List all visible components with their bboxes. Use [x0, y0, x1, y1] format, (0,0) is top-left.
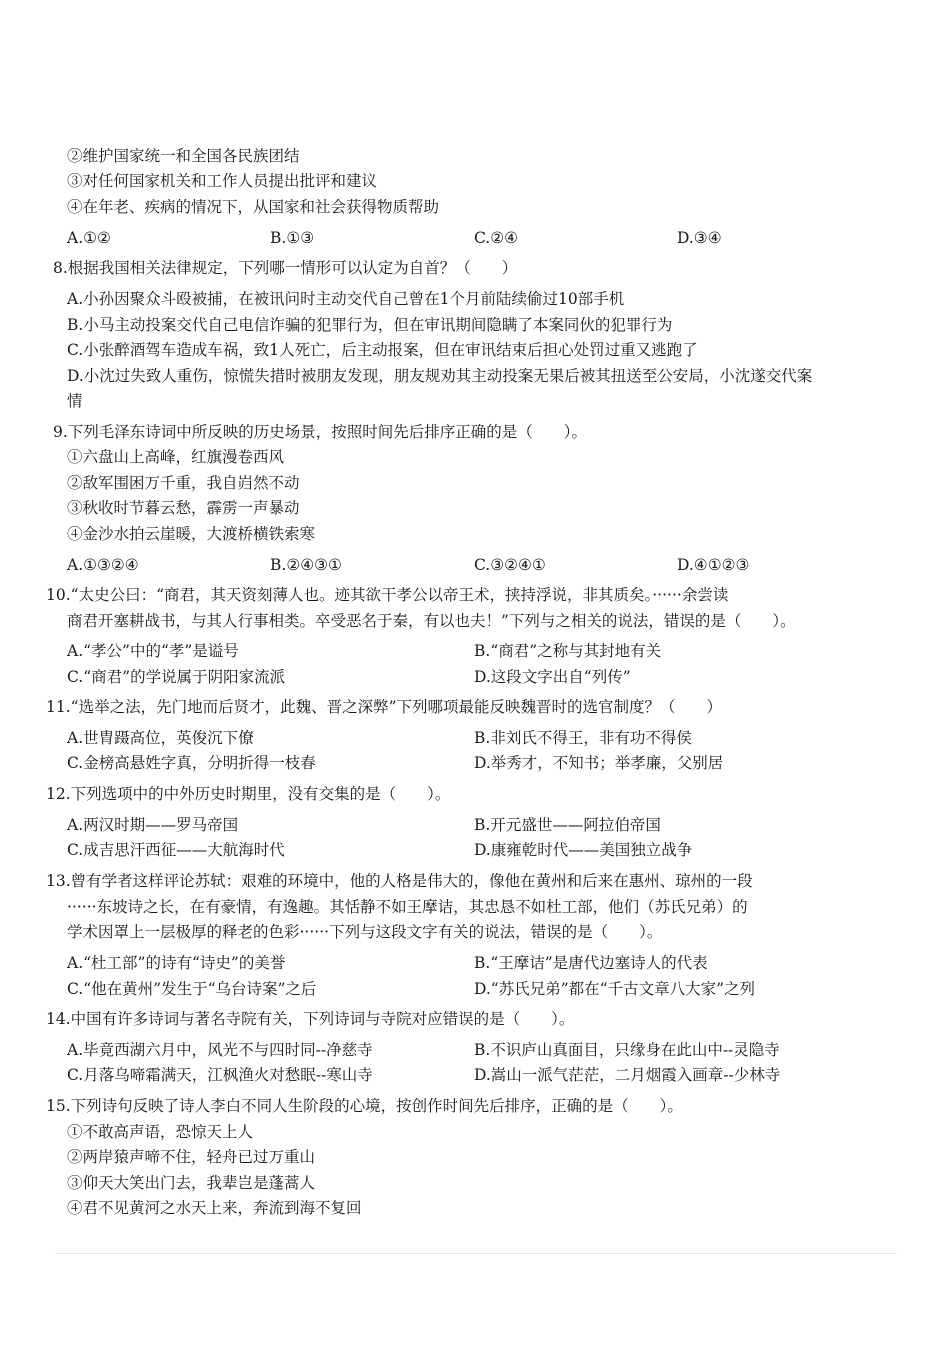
- q11-option-a: A.世胄蹑高位，英俊沉下僚: [67, 729, 254, 747]
- q11-stem: 11.“选举之法，先门地而后贤才，此魏、晋之深弊”下列哪项最能反映魏晋时的选官制度？（ ）: [46, 698, 723, 716]
- q10-option-a: A.“孝公”中的“孝”是谥号: [67, 642, 239, 660]
- q14-option-c: C.月落乌啼霜满天，江枫渔火对愁眠--寒山寺: [67, 1066, 373, 1084]
- q8-option-c: C.小张醉酒驾车造成车祸，致1人死亡，后主动报案，但在审讯结束后担心处罚过重又逃跑了: [67, 341, 698, 359]
- footer-divider: [55, 1253, 897, 1254]
- q13-option-d: D.“苏氏兄弟”都在“千古文章八大家”之列: [474, 980, 755, 998]
- q9-option-c: C.③②④①: [474, 556, 546, 574]
- q8-option-d-cont: 情: [67, 392, 83, 410]
- q10-option-d: D.这段文字出自“列传”: [474, 668, 631, 686]
- q12-option-c: C.成吉思汗西征——大航海时代: [67, 841, 285, 859]
- q8-stem: 8.根据我国相关法律规定，下列哪一情形可以认定为自首？（ ）: [53, 259, 518, 277]
- q12-option-b: B.开元盛世——阿拉伯帝国: [474, 816, 661, 834]
- q9-item-4: ④金沙水拍云崖暖，大渡桥横铁索寒: [67, 525, 316, 543]
- q14-option-d: D.嵩山一派气茫茫，二月烟霞入画章--少林寺: [474, 1066, 781, 1084]
- q15-item-2: ②两岸猿声啼不住，轻舟已过万重山: [67, 1148, 316, 1166]
- q11-option-c: C.金榜高悬姓字真，分明折得一枝春: [67, 754, 316, 772]
- q13-option-a: A.“杜工部”的诗有“诗史”的美誉: [67, 954, 286, 972]
- q15-item-4: ④君不见黄河之水天上来，奔流到海不复回: [67, 1199, 362, 1217]
- q8-option-a: A.小孙因聚众斗殴被捕，在被讯问时主动交代自己曾在1个月前陆续偷过10部手机: [67, 290, 625, 308]
- q14-stem: 14.中国有许多诗词与著名寺院有关，下列诗词与寺院对应错误的是（ ）。: [46, 1010, 575, 1028]
- q9-option-a: A.①③②④: [67, 556, 139, 574]
- q7-option-a: A.①②: [67, 229, 111, 247]
- q8-option-b: B.小马主动投案交代自己电信诈骗的犯罪行为，但在审讯期间隐瞒了本案同伙的犯罪行为: [67, 316, 673, 334]
- q9-option-d: D.④①②③: [677, 556, 750, 574]
- q7-option-c: C.②④: [474, 229, 519, 247]
- q7-item-3: ③对任何国家机关和工作人员提出批评和建议: [67, 172, 378, 190]
- q10-stem-line1: 10.“太史公曰：“商君，其天资刻薄人也。迹其欲干孝公以帝王术，挟持浮说，非其质矣。······余尝读: [46, 586, 729, 604]
- q15-stem: 15.下列诗句反映了诗人李白不同人生阶段的心境，按创作时间先后排序，正确的是（ ）。: [46, 1097, 683, 1115]
- q9-stem: 9.下列毛泽东诗词中所反映的历史场景，按照时间先后排序正确的是（ ）。: [53, 423, 588, 441]
- q10-option-c: C.“商君”的学说属于阴阳家流派: [67, 668, 286, 686]
- q12-option-a: A.两汉时期——罗马帝国: [67, 816, 239, 834]
- q12-stem: 12.下列选项中的中外历史时期里，没有交集的是（ ）。: [46, 785, 451, 803]
- q11-option-b: B.非刘氏不得王，非有功不得侯: [474, 729, 692, 747]
- q14-option-a: A.毕竟西湖六月中，风光不与四时同--净慈寺: [67, 1041, 373, 1059]
- q13-stem-line1: 13.曾有学者这样评论苏轼：艰难的环境中，他的人格是伟大的，像他在黄州和后来在惠州、琼州的一段: [46, 872, 753, 890]
- q13-option-b: B.“王摩诘”是唐代边塞诗人的代表: [474, 954, 708, 972]
- q13-stem-line3: 学术因罩上一层极厚的释老的色彩······下列与这段文字有关的说法，错误的是（ ）。: [67, 923, 663, 941]
- q9-item-3: ③秋收时节暮云愁，霹雳一声暴动: [67, 499, 300, 517]
- q14-option-b: B.不识庐山真面目，只缘身在此山中--灵隐寺: [474, 1041, 780, 1059]
- q13-option-c: C.“他在黄州”发生于“乌台诗案”之后: [67, 980, 317, 998]
- q7-item-4: ④在年老、疾病的情况下，从国家和社会获得物质帮助: [67, 198, 440, 216]
- q10-option-b: B.“商君”之称与其封地有关: [474, 642, 662, 660]
- q7-item-2: ②维护国家统一和全国各民族团结: [67, 147, 300, 165]
- q11-option-d: D.举秀才，不知书；举孝廉，父别居: [474, 754, 724, 772]
- q9-item-1: ①六盘山上高峰，红旗漫卷西风: [67, 448, 285, 466]
- q15-item-3: ③仰天大笑出门去，我辈岂是蓬蒿人: [67, 1174, 316, 1192]
- q8-option-d: D.小沈过失致人重伤，惊慌失措时被朋友发现，朋友规劝其主动投案无果后被其扭送至公安局，小沈遂交代案: [67, 367, 813, 385]
- q7-option-d: D.③④: [677, 229, 722, 247]
- q12-option-d: D.康雍乾时代——美国独立战争: [474, 841, 693, 859]
- q9-option-b: B.②④③①: [270, 556, 342, 574]
- q7-option-b: B.①③: [270, 229, 315, 247]
- q13-stem-line2: ······东坡诗之长，在有豪情，有逸趣。其恬静不如王摩诘，其忠恳不如杜工部，他们（苏氏兄弟）的: [67, 898, 748, 916]
- q10-stem-line2: 商君开塞耕战书，与其人行事相类。卒受恶名于秦，有以也夫！”下列与之相关的说法，错误的是（ ）。: [67, 612, 796, 630]
- q15-item-1: ①不敢高声语，恐惊天上人: [67, 1123, 254, 1141]
- q9-item-2: ②敌军围困万千重，我自岿然不动: [67, 474, 300, 492]
